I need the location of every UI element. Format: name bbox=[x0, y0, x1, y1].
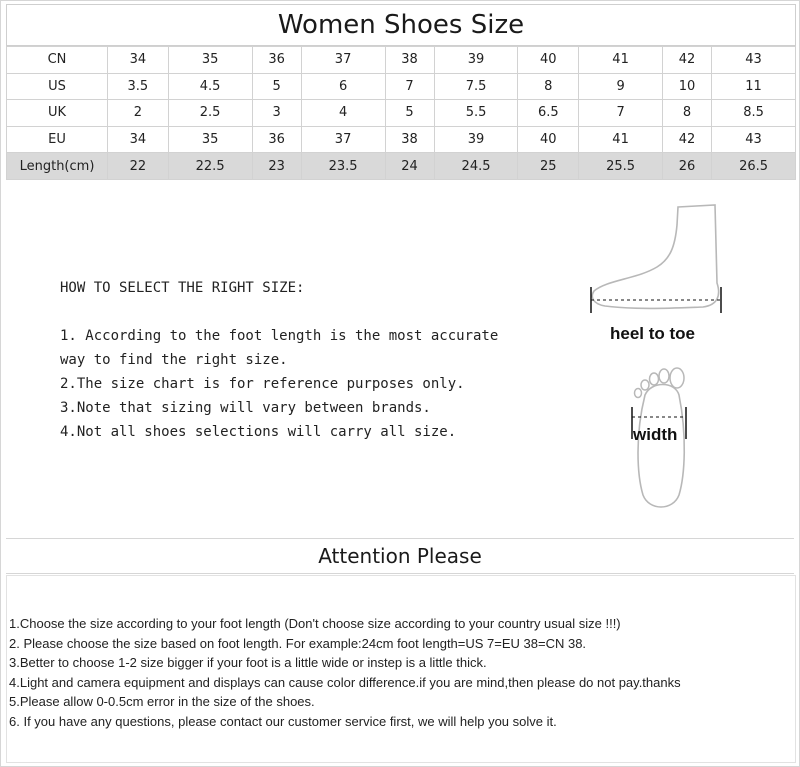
list-item: 2. Please choose the size based on foot length. For example:24cm foot length=US 7=EU 38=CN 38. bbox=[9, 635, 587, 651]
table-cell: 23 bbox=[252, 153, 301, 180]
instruction-line: 2.The size chart is for reference purposes only. bbox=[60, 376, 465, 392]
list-item: 1.Choose the size according to your foot length (Don't choose size according to your country usual size !!!) bbox=[9, 616, 621, 631]
heel-to-toe-marker bbox=[591, 287, 721, 313]
list-item: 3.Better to choose 1-2 size bigger if your foot is a little wide or instep is a little thick. bbox=[9, 655, 487, 670]
table-cell: 41 bbox=[579, 47, 663, 74]
table-cell: 24.5 bbox=[434, 153, 518, 180]
table-cell: 37 bbox=[301, 47, 385, 74]
table-cell: 36 bbox=[252, 126, 301, 153]
table-row bbox=[7, 47, 796, 74]
table-cell: 34 bbox=[108, 47, 169, 74]
instruction-line: 4.Not all shoes selections will carry all size. bbox=[60, 424, 457, 440]
table-cell: 42 bbox=[663, 126, 712, 153]
table-cell: 4 bbox=[301, 100, 385, 127]
instruction-line: way to find the right size. bbox=[60, 352, 288, 368]
heel-to-toe-label: heel to toe bbox=[610, 324, 696, 343]
table-cell: 11 bbox=[712, 73, 796, 100]
row-header: UK bbox=[7, 100, 108, 127]
table-cell: 5.5 bbox=[434, 100, 518, 127]
table-cell: 9 bbox=[579, 73, 663, 100]
list-item: 6. If you have any questions, please contact our customer service first, we will help you solve it. bbox=[9, 713, 557, 729]
table-row bbox=[7, 100, 796, 127]
table-cell: 43 bbox=[712, 126, 796, 153]
table-cell: 22 bbox=[108, 153, 169, 180]
table-row bbox=[7, 126, 796, 153]
table-cell: 6.5 bbox=[518, 100, 579, 127]
row-header: CN bbox=[7, 47, 108, 74]
table-cell: 35 bbox=[168, 126, 252, 153]
attention-notes-list bbox=[9, 614, 681, 731]
table-cell: 8.5 bbox=[712, 100, 796, 127]
row-header: US bbox=[7, 73, 108, 100]
table-cell: 7.5 bbox=[434, 73, 518, 100]
table-cell: 24 bbox=[385, 153, 434, 180]
size-chart-table bbox=[6, 46, 796, 180]
table-cell: 22.5 bbox=[168, 153, 252, 180]
page-title: Women Shoes Size bbox=[6, 4, 796, 46]
table-cell: 4.5 bbox=[168, 73, 252, 100]
table-cell: 42 bbox=[663, 47, 712, 74]
table-cell: 39 bbox=[434, 47, 518, 74]
table-cell: 36 bbox=[252, 47, 301, 74]
attention-heading: Attention Please bbox=[6, 538, 794, 574]
list-item: 5.Please allow 0-0.5cm error in the size of the shoes. bbox=[9, 694, 315, 709]
table-row bbox=[7, 153, 796, 180]
size-guide-instructions bbox=[60, 280, 498, 444]
list-item: 4.Light and camera equipment and displays can cause color difference.if you are mind,then please do not pay.thanks bbox=[9, 674, 681, 690]
table-cell: 3.5 bbox=[108, 73, 169, 100]
table-cell: 43 bbox=[712, 47, 796, 74]
foot-measurement-diagram bbox=[575, 195, 755, 525]
table-cell: 25 bbox=[518, 153, 579, 180]
table-cell: 7 bbox=[579, 100, 663, 127]
row-header: EU bbox=[7, 126, 108, 153]
table-cell: 26 bbox=[663, 153, 712, 180]
table-cell: 5 bbox=[252, 73, 301, 100]
table-cell: 34 bbox=[108, 126, 169, 153]
instruction-line: 3.Note that sizing will vary between brands. bbox=[60, 400, 431, 416]
table-cell: 2.5 bbox=[168, 100, 252, 127]
table-row bbox=[7, 73, 796, 100]
instructions-heading: HOW TO SELECT THE RIGHT SIZE: bbox=[60, 280, 305, 296]
table-cell: 35 bbox=[168, 47, 252, 74]
table-cell: 41 bbox=[579, 126, 663, 153]
table-cell: 37 bbox=[301, 126, 385, 153]
table-cell: 23.5 bbox=[301, 153, 385, 180]
foot-side-view-icon bbox=[592, 205, 718, 308]
table-cell: 8 bbox=[663, 100, 712, 127]
table-cell: 38 bbox=[385, 47, 434, 74]
table-cell: 40 bbox=[518, 126, 579, 153]
table-cell: 8 bbox=[518, 73, 579, 100]
table-cell: 39 bbox=[434, 126, 518, 153]
table-cell: 6 bbox=[301, 73, 385, 100]
table-cell: 25.5 bbox=[579, 153, 663, 180]
table-cell: 3 bbox=[252, 100, 301, 127]
table-cell: 7 bbox=[385, 73, 434, 100]
table-cell: 26.5 bbox=[712, 153, 796, 180]
attention-notes-box bbox=[6, 575, 796, 763]
table-cell: 5 bbox=[385, 100, 434, 127]
table-cell: 2 bbox=[108, 100, 169, 127]
instruction-line: 1. According to the foot length is the most accurate bbox=[60, 328, 499, 344]
table-cell: 10 bbox=[663, 73, 712, 100]
table-cell: 40 bbox=[518, 47, 579, 74]
table-cell: 38 bbox=[385, 126, 434, 153]
width-label: width bbox=[633, 425, 678, 444]
row-header: Length(cm) bbox=[7, 153, 108, 180]
